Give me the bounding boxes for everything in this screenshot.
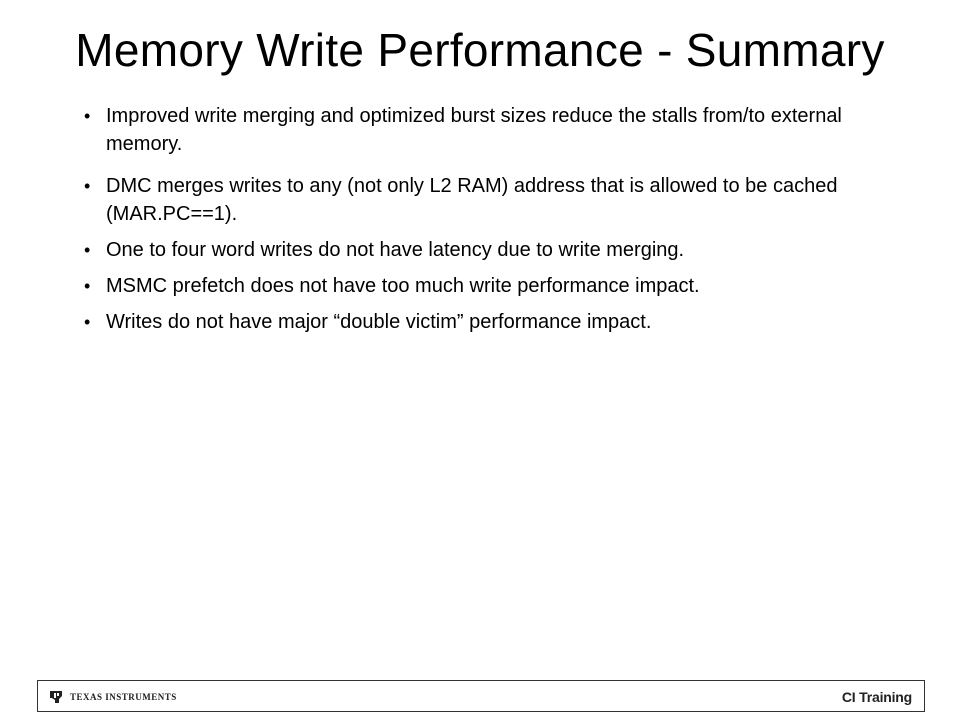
- texas-instruments-logo-icon: [48, 689, 64, 705]
- bullet-dot-icon: •: [84, 176, 91, 196]
- bullet-item: [80, 102, 880, 158]
- bullet-dot-icon: •: [84, 276, 91, 296]
- bullet-item: [80, 172, 880, 228]
- bullet-dot-icon: •: [84, 240, 91, 260]
- bullet-item: [80, 236, 880, 264]
- bullet-text: MSMC prefetch does not have too much write performance impact.: [106, 275, 700, 297]
- texas-instruments-logo-text: TEXAS INSTRUMENTS: [70, 692, 177, 702]
- bullet-text: DMC merges writes to any (not only L2 RAM) address that is allowed to be cached (MAR.PC==1).: [106, 175, 838, 225]
- bullet-dot-icon: •: [84, 106, 91, 126]
- bullet-item: [80, 272, 880, 300]
- bullet-dot-icon: •: [84, 312, 91, 332]
- bullet-text: One to four word writes do not have latency due to write merging.: [106, 239, 685, 261]
- bullet-list: [80, 102, 880, 336]
- footer-bar: [37, 680, 925, 712]
- ci-training-label: CI Training: [841, 689, 912, 705]
- bullet-item: [80, 308, 880, 336]
- bullet-text: Improved write merging and optimized burst sizes reduce the stalls from/to external memory.: [106, 105, 842, 155]
- bullet-text: Writes do not have major “double victim” performance impact.: [106, 311, 652, 333]
- texas-instruments-logo: [48, 687, 177, 707]
- slide-title: Memory Write Performance - Summary: [75, 24, 885, 76]
